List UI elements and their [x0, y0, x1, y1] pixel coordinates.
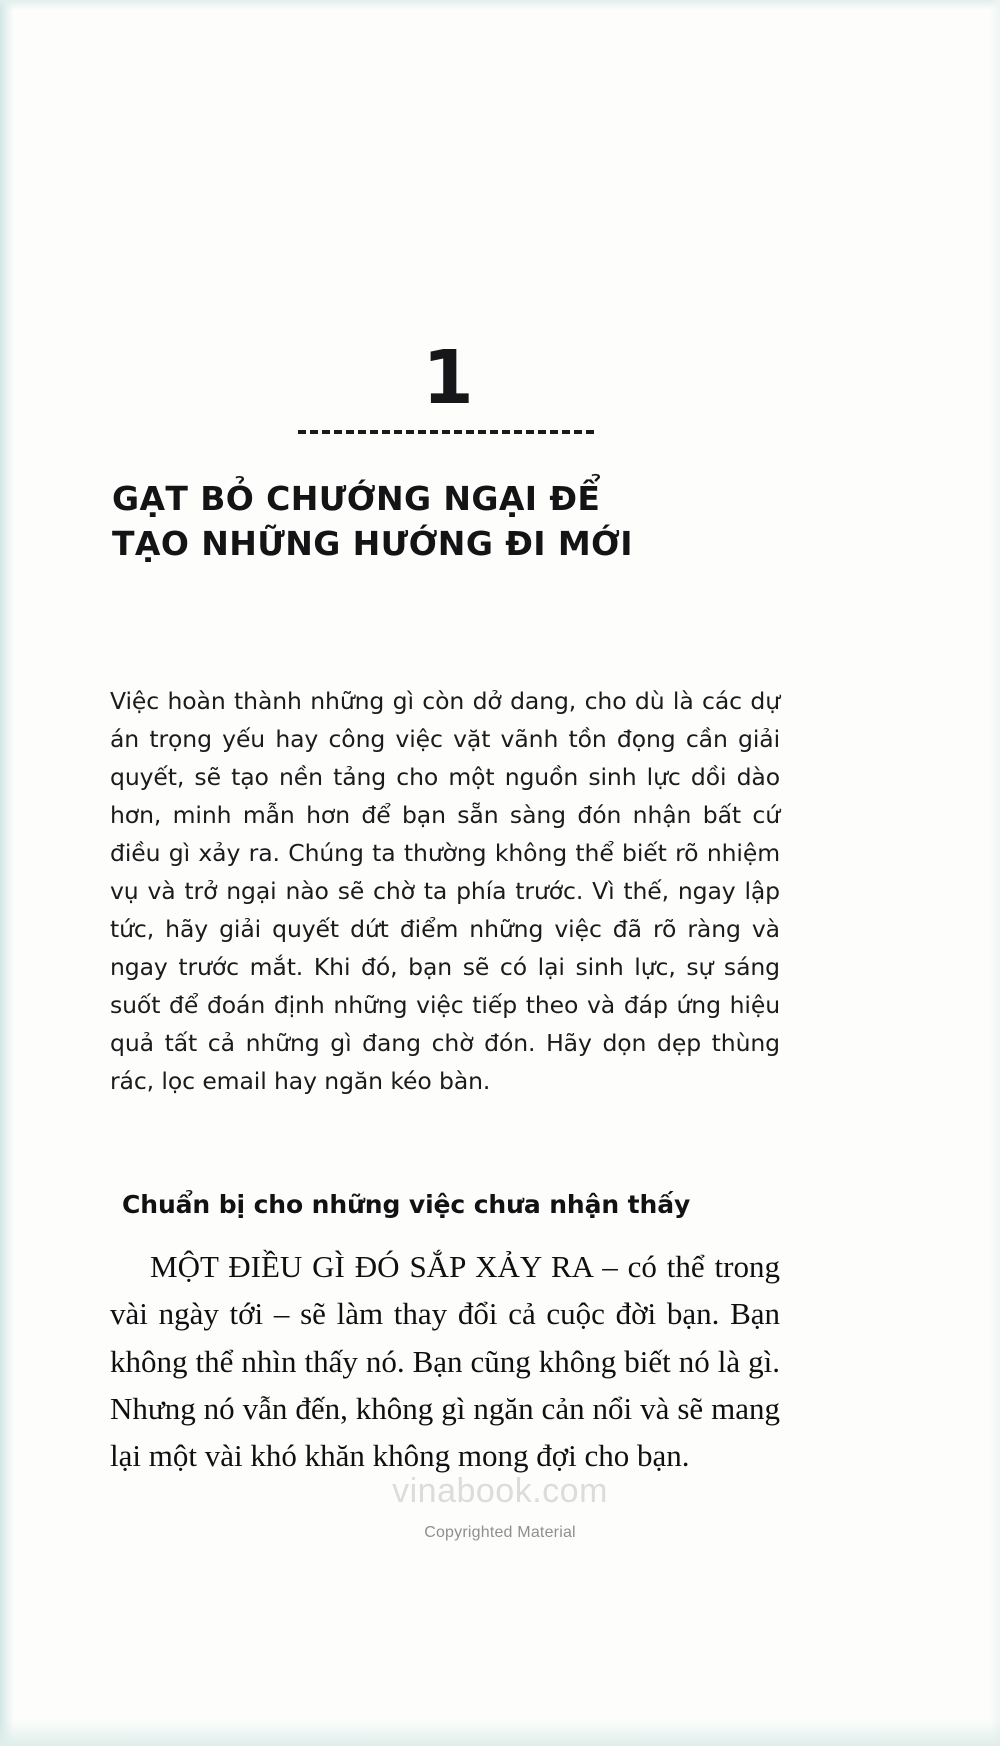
page-content	[110, 0, 780, 1510]
section-heading: Chuẩn bị cho những việc chưa nhận thấy	[122, 1190, 691, 1220]
page-edge-tint-bottom	[0, 1720, 1000, 1746]
copyright-notice: Copyrighted Material	[424, 1524, 576, 1541]
chapter-number: 1	[422, 335, 474, 421]
chapter-title-line-1: GẠT BỎ CHƯỚNG NGẠI ĐỂ	[112, 478, 601, 518]
body-paragraph: MỘT ĐIỀU GÌ ĐÓ SẮP XẢY RA – có thể trong vài ngày tới – sẽ làm thay đổi cả cuộc đời bạn. Bạn không thể nhìn thấy nó. Bạn cũng không biết nó là gì. Nhưng nó vẫn đến, không gì ngăn cản nổi và sẽ mang lại một vài khó khăn không mong đợi cho bạn.	[110, 1249, 780, 1473]
chapter-title	[110, 476, 780, 567]
intro-paragraph: Việc hoàn thành những gì còn dở dang, cho dù là các dự án trọng yếu hay công việc vặt vãnh tồn đọng cần giải quyết, sẽ tạo nền tảng cho một nguồn sinh lực dồi dào hơn, minh mẫn hơn để bạn sẵn sàng đón nhận bất cứ điều gì xảy ra. Chúng ta thường không thể biết rõ nhiệm vụ và trở ngại nào sẽ chờ ta phía trước. Vì thế, ngay lập tức, hãy giải quyết dứt điểm những việc đã rõ ràng và ngay trước mắt. Khi đó, bạn sẽ có lại sinh lực, sự sáng suốt để đoán định những việc tiếp theo và đáp ứng hiệu quả tất cả những gì đang chờ đón. Hãy dọn dẹp thùng rác, lọc email hay ngăn kéo bàn.	[110, 686, 780, 1096]
watermark: vinabook.com	[392, 1472, 608, 1510]
dashed-divider	[298, 430, 594, 434]
chapter-title-line-2: TẠO NHỮNG HƯỚNG ĐI MỚI	[112, 524, 633, 564]
